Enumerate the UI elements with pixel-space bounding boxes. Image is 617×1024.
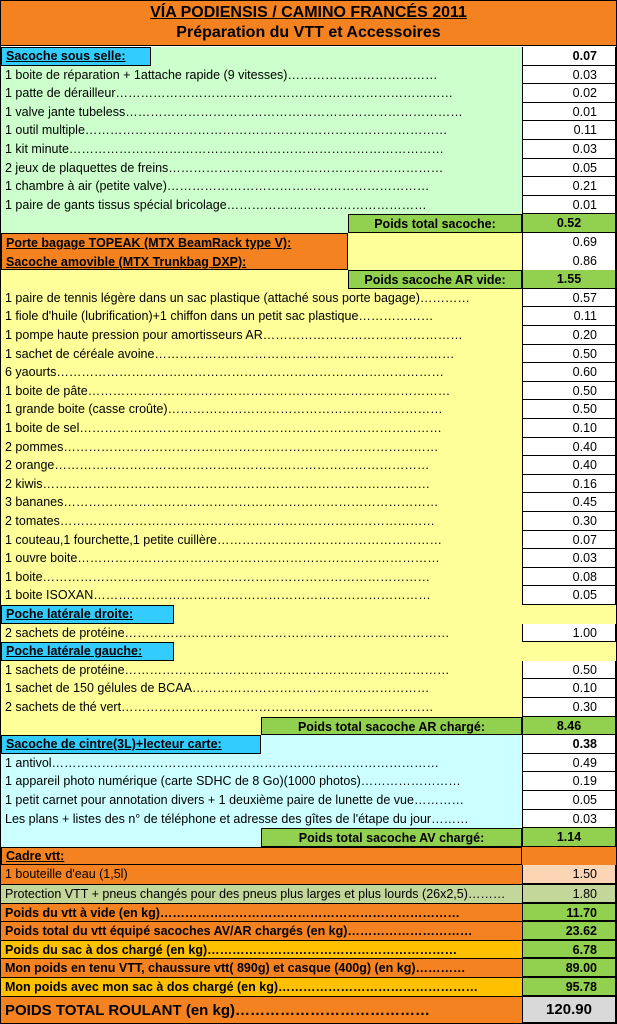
item-row: [1, 177, 616, 196]
item-label: 1 sachet de 150 gélules de BCAA…………………………………………………: [5, 681, 430, 696]
porte-bagage-block: [1, 233, 348, 270]
item-value: 0.45: [522, 493, 616, 512]
item-row: [1, 568, 616, 587]
section-title: Sacoche de cintre(3L)+lecteur carte:: [1, 735, 261, 754]
item-label: 1 kit minute………………………………………………………………………………: [5, 142, 444, 156]
section-title: Poche latérale gauche:: [1, 642, 174, 661]
item-label: 1 boite ISOXAN………………………………………………………………………: [5, 588, 431, 603]
summary-row: [1, 903, 616, 922]
grand-total-row: [1, 996, 616, 1023]
item-value: 0.16: [522, 475, 616, 494]
item-row: [1, 363, 616, 382]
item-label: 1 outil multiple……………………………………………………………………………: [5, 123, 448, 138]
item-value: 0.40: [522, 456, 616, 475]
item-value: 0.50: [522, 400, 616, 419]
item-label: 1 paire de tennis légère dans un sac plastique (attaché sous porte bagage)…………: [5, 290, 470, 305]
summary-value: 23.62: [522, 922, 616, 940]
item-label: 2 tomates………………………………………………………………………………: [5, 514, 435, 528]
item-label: 2 pommes………………………………………………………………………………: [5, 439, 439, 454]
summary-label: Poids total du vtt équipé sacoches AV/AR chargés (en kg)…………………………: [5, 924, 473, 939]
total-row: [1, 828, 616, 847]
section-row: [1, 642, 616, 661]
item-row: [1, 624, 616, 643]
item-value: 1.00: [522, 624, 616, 643]
item-value: 0.07: [522, 531, 616, 550]
item-row: [1, 196, 616, 215]
item-label: 2 sachets de thé vert…………………………………………………………………: [5, 700, 434, 714]
summary-row: [1, 977, 616, 996]
summary-value: 95.78: [522, 978, 616, 996]
item-label: 2 kiwis…………………………………………………………………………………: [5, 476, 431, 491]
item-value: 0.05: [522, 791, 616, 810]
item-value: 1.50: [522, 865, 616, 884]
item-label: 3 bananes………………………………………………………………………………: [5, 495, 439, 510]
item-row: [1, 84, 616, 103]
item-label: 2 sachets de protéine……………………………………………………………………: [5, 625, 450, 640]
item-row: [1, 698, 616, 717]
item-value: 0.21: [522, 177, 616, 196]
item-row: [1, 159, 616, 178]
item-value: 0.10: [522, 419, 616, 438]
item-label: 1 couteau,1 fourchette,1 petite cuillère………………………………………………: [5, 532, 442, 547]
item-value: 0.05: [522, 586, 616, 605]
item-label: 1 ouvre boite……………………………………………………………………………: [5, 551, 440, 566]
item-value: 0.05: [522, 159, 616, 178]
section-row: [1, 735, 616, 754]
item-label: 1 boite…………………………………………………………………………………: [5, 569, 431, 584]
item-row: [1, 419, 616, 438]
item-row: [1, 103, 616, 122]
item-label: 2 orange………………………………………………………………………………: [5, 458, 430, 473]
item-value: 0.11: [522, 121, 616, 140]
item-row: [1, 66, 616, 85]
item-value: 0.03: [522, 549, 616, 568]
item-row: [1, 289, 616, 308]
total-label: Poids total sacoche AV chargé:: [261, 828, 522, 847]
item-row: [1, 865, 616, 884]
item-value: 0.30: [522, 698, 616, 717]
item-value: 0.01: [522, 196, 616, 215]
sacoche-amovible-value: 0.86: [522, 252, 616, 272]
item-label: 2 jeux de plaquettes de freins…………………………………………………………: [5, 160, 444, 175]
summary-value: 6.78: [522, 941, 616, 959]
item-label: 1 fiole d'huile (lubrification)+1 chiffon dans un petit sac plastique………………: [5, 309, 434, 324]
item-value: 0.08: [522, 568, 616, 587]
item-value: 0.19: [522, 772, 616, 791]
item-label: 6 yaourts…………………………………………………………………………………: [5, 365, 444, 380]
summary-row: [1, 921, 616, 940]
porte-bagage-value: 0.69: [522, 233, 616, 253]
sheet-subtitle: Préparation du VTT et Accessoires: [176, 24, 441, 41]
item-value: 0.03: [522, 66, 616, 85]
summary-value: 89.00: [522, 959, 616, 977]
item-row: [1, 493, 616, 512]
item-row: [1, 345, 616, 364]
item-row: [1, 438, 616, 457]
section-row: [1, 605, 616, 624]
item-row: [1, 475, 616, 494]
cadre-section-row: [1, 847, 616, 866]
item-row: [1, 810, 616, 829]
item-label: 1 antivol…………………………………………………………………………………: [5, 755, 440, 770]
item-value: 0.49: [522, 754, 616, 773]
item-value: 0.10: [522, 679, 616, 698]
item-row: [1, 754, 616, 773]
item-row: [1, 549, 616, 568]
item-value: 0.03: [522, 810, 616, 829]
total-row: [1, 717, 616, 736]
item-row: [1, 456, 616, 475]
item-label: 1 chambre à air (petite valve)………………………………………………………: [5, 179, 430, 194]
total-label: Poids sacoche AR vide:: [348, 270, 522, 289]
grand-total-value: 120.90: [522, 997, 616, 1023]
item-label: 1 boite de pâte……………………………………………………………………………: [5, 383, 451, 398]
item-label: 1 pompe haute pression pour amortisseurs AR…………………………………………: [5, 328, 463, 342]
item-label: 1 sachet de céréale avoine………………………………………………………………: [5, 346, 455, 361]
item-value: 0.02: [522, 84, 616, 103]
total-value: 1.14: [522, 828, 616, 847]
item-label: 1 boite de sel……………………………………………………………………………: [5, 421, 442, 435]
summary-label: Poids du sac à dos chargé (en kg)……………………………………………………: [5, 942, 458, 957]
item-value: 0.03: [522, 140, 616, 159]
item-label: 1 boite de réparation + 1attache rapide (9 vitesses)………………………………: [5, 67, 438, 82]
cadre-title: Cadre vtt:: [1, 847, 522, 866]
item-label: 1 grande boite (casse croûte)…………………………………………………………: [5, 402, 443, 417]
protection-row: [1, 884, 616, 903]
item-row: [1, 400, 616, 419]
total-value: 0.52: [522, 214, 616, 233]
item-row: [1, 772, 616, 791]
item-row: [1, 326, 616, 345]
total-value: 8.46: [522, 717, 616, 736]
item-value: 0.50: [522, 345, 616, 364]
item-row: [1, 531, 616, 550]
item-label: 1 appareil photo numérique (carte SDHC de 8 Go)(1000 photos)……………………: [5, 774, 461, 789]
section-title: Poche latérale droite:: [1, 605, 174, 624]
summary-label: Mon poids avec mon sac à dos chargé (en kg)…………………………………………: [5, 980, 478, 994]
protection-value: 1.80: [522, 885, 616, 903]
item-value: 0.50: [522, 382, 616, 401]
total-label: Poids total sacoche:: [348, 214, 522, 233]
item-value: 0.11: [522, 307, 616, 326]
item-value: 0.20: [522, 326, 616, 345]
item-row: [1, 679, 616, 698]
item-row: [1, 121, 616, 140]
item-label: Les plans + listes des n° de téléphone et adresse des gîtes de l'étape du jour………: [5, 811, 469, 826]
sheet-title: VÍA PODIENSIS / CAMINO FRANCÉS 2011: [150, 4, 467, 21]
porte-bagage-label: Porte bagage TOPEAK (MTX BeamRack type V):: [6, 236, 292, 250]
section-row: [1, 47, 616, 66]
sheet-header: [1, 1, 616, 46]
item-row: [1, 382, 616, 401]
item-label: 1 petit carnet pour annotation divers + 1 deuxième paire de lunette de vue…………: [5, 793, 464, 807]
item-label: 1 patte de dérailleur………………………………………………………………………: [5, 86, 453, 101]
item-row: [1, 586, 616, 605]
item-label: 1 sachets de protéine……………………………………………………………………: [5, 662, 450, 677]
total-label: Poids total sacoche AR chargé:: [261, 717, 522, 736]
item-value: 0.57: [522, 289, 616, 308]
grand-total-label: POIDS TOTAL ROULANT (en kg)…………………………………: [5, 1001, 431, 1019]
item-value: 0.30: [522, 512, 616, 531]
item-label: 1 paire de gants tissus spécial bricolage…………………………………………: [5, 197, 427, 212]
total-value: 1.55: [522, 270, 616, 289]
summary-row: [1, 958, 616, 977]
item-value: 0.01: [522, 103, 616, 122]
item-row: [1, 140, 616, 159]
total-row: [1, 270, 616, 289]
summary-label: Mon poids en tenu VTT, chaussure vtt( 890g) et casque (400g) (en kg)…………: [5, 961, 466, 976]
sacoche-amovible-label: Sacoche amovible (MTX Trunkbag DXP):: [6, 254, 247, 269]
item-label: 1 bouteille d'eau (1,5l): [1, 865, 115, 884]
section-value: 0.38: [522, 735, 616, 754]
summary-value: 11.70: [522, 904, 616, 922]
item-value: 0.50: [522, 661, 616, 680]
item-row: [1, 307, 616, 326]
protection-label: Protection VTT + pneus changés pour des pneus plus larges et plus lourds (26x2,5)………: [5, 887, 506, 901]
item-value: 0.60: [522, 363, 616, 382]
item-row: [1, 791, 616, 810]
porte-bagage-row: [1, 233, 616, 270]
summary-label: Poids du vtt à vide (en kg)………………………………………………………………: [5, 905, 460, 920]
item-row: [1, 512, 616, 531]
summary-row: [1, 940, 616, 959]
item-value: 0.40: [522, 438, 616, 457]
section-value: 0.07: [522, 47, 616, 66]
section-title: Sacoche sous selle:: [1, 47, 151, 66]
total-row: [1, 214, 616, 233]
item-row: [1, 661, 616, 680]
item-label: 1 valve jante tubeless………………………………………………………………………: [5, 104, 463, 119]
